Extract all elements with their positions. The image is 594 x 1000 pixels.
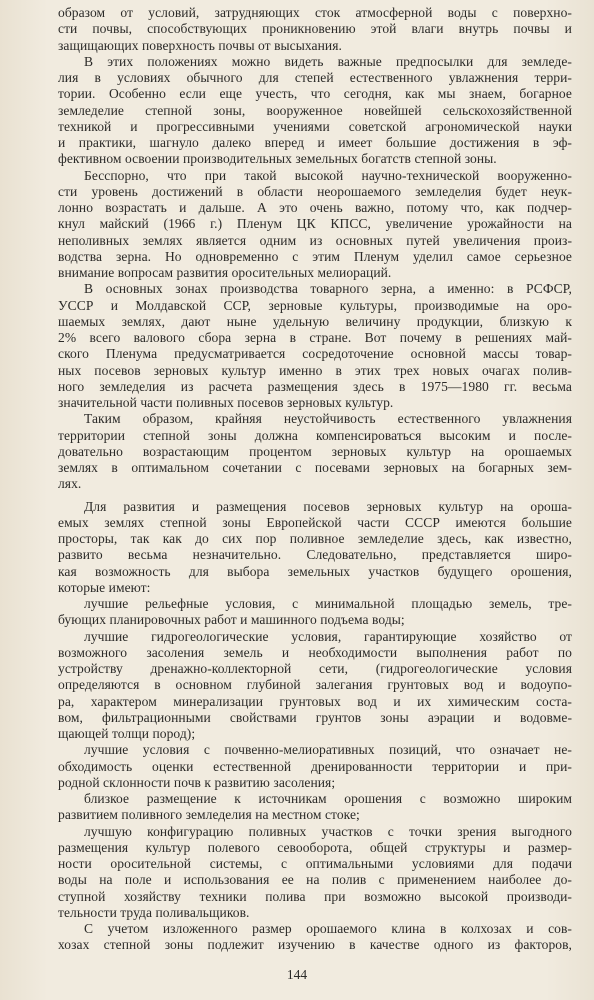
text-line: Таким образом, крайняя неустойчивость естественного увлажнения [84,411,572,427]
text-line: возможного засоления земель и необходимости выполнения работ по [58,644,572,660]
text-line: тельности труда поливальщиков. [58,904,250,920]
text-line: С учетом изложенного размер орошаемого клина в колхозах и сов- [84,921,572,936]
text-line: лонно возрастать и дальше. А это очень важно, потому что, как подчер- [58,200,572,215]
text-line: развито весьма незначительно. Следовательно, представляется широ- [58,547,572,563]
text-line: родной склонности почв к развитию засоления; [58,774,336,790]
body-text [58,5,572,954]
text-line: 2% всего валового сбора зерна в стране. Вот почему в решениях май- [58,330,572,345]
text-line: ского Пленума предусматривается сосредоточение основной массы товар- [58,346,572,362]
text-line: которые имеют: [58,579,151,595]
text-line: Бесспорно, что при такой высокой научно-технической вооруженно- [84,167,572,183]
text-line: хозах степной зоны подлежит изучению в качестве одного из факторов, [58,937,572,953]
text-line: ступной хозяйству техники полива при возможно высокой производи- [58,888,572,904]
text-line: значительной части поливных посевов зерновых культур. [58,395,394,410]
text-line: воды на поле и использования ее на полив с применением наиболее до- [58,872,572,888]
text-line: определяются в основном глубиной залегания грунтовых вод и водоупо- [58,677,572,693]
text-line: В этих положениях можно видеть важные предпосылки для земледе- [84,53,572,69]
text-line: неполивных землях является одним из основных путей увеличения произ- [58,232,572,248]
text-line: техникой и прогрессивными учениями советской агрономической науки [58,118,572,134]
text-line: территории степной зоны должна компенсироваться высоким и после- [58,427,572,443]
text-line: шаемых землях, дают ныне удельную величину продукции, близкую к [58,313,572,329]
text-line: лия в условиях обычного для степей естественного увлажнения терри- [58,70,572,85]
text-line: землях в оптимальном сочетании с посевами зерновых на богарных зем- [58,460,572,475]
text-line: В основных зонах производства товарного зерна, а именно: в РСФСР, [84,281,572,297]
text-line: ного земледелия из расчета размещения здесь в 1975—1980 гг. весьма [58,378,572,394]
text-line: просторы, так как до сих пор поливное земледелие здесь, как известно, [58,531,572,546]
text-line: кнул майский (1966 г.) Пленум ЦК КПСС, увеличение урожайности на [58,216,572,232]
text-line: ности оросительной системы, с оптимальными условиями для подачи [58,856,572,871]
text-line: земледелие степной зоны, вооруженное новейшей сельскохозяйственной [58,102,572,118]
text-line: сти уровень достижений в области неорошаемого земледелия будет неук- [58,183,572,199]
text-line: УССР и Молдавской ССР, зерновые культуры, производимые на оро- [58,297,572,313]
text-line: лучшую конфигурацию поливных участков с точки зрения выгодного [84,823,572,839]
text-line: Для развития и размещения посевов зерновых культур на ороша- [84,498,572,514]
text-line: и практики, шагнуло далеко вперед и имеет большие достижения в эф- [58,135,572,150]
text-line: щающей толщи пород); [58,726,196,741]
text-line: бующих планировочных работ и машинного подъема воды; [58,612,405,628]
text-line: образом от условий, затрудняющих сток атмосферной воды с поверхно- [58,5,572,20]
text-line: развитием поливного земледелия на местном стоке; [58,807,360,823]
text-line: ных посевов зерновых культур именно в этих трех новых очагах полив- [58,362,572,378]
text-line: фективном освоении производительных земельных богатств степной зоны. [58,151,497,167]
text-line: обходимость оценки естественной дренированности территории и при- [58,758,572,774]
text-line: емых землях степной зоны Европейской части СССР имеются большие [58,514,572,530]
text-line: сти почвы, способствующих проникновению этой влаги внутрь почвы и [58,21,572,37]
text-line: ра, характером минерализации грунтовых вод и их химическим соста- [58,693,572,709]
text-line: водства зерна. Но одновременно с этим Пленум уделил самое серьезное [58,248,572,264]
text-line: тории. Особенно если еще учесть, что сегодня, как мы знаем, богарное [58,86,572,102]
text-line: защищающих поверхность почвы от высыхания. [58,37,342,53]
text-line: внимание вопросам развития оросительных мелиораций. [58,265,392,280]
text-line: устройству дренажно-коллекторной сети, (гидрогеологические условия [58,661,572,676]
page-number: 144 [286,967,308,982]
text-line: близкое размещение к источникам орошения с возможно широким [84,791,572,806]
text-line: довательно возрастающим процентом зерновых культур на орошаемых [58,443,572,459]
text-line: размещения культур полевого севооборота, общей структуры и размер- [58,839,572,855]
text-line: вом, фильтрационными свойствами грунтов зоны аэрации и водовме- [58,709,572,725]
text-line: кая возможность для выбора земельных участков будущего орошения, [58,563,572,579]
text-line: лучшие рельефные условия, с минимальной площадью земель, тре- [84,596,572,611]
text-line: лучшие гидрогеологические условия, гарантирующие хозяйство от [84,628,572,644]
text-line: лях. [58,476,82,492]
text-line: лучшие условия с почвенно-мелиоративных позиций, что означает не- [84,742,572,758]
